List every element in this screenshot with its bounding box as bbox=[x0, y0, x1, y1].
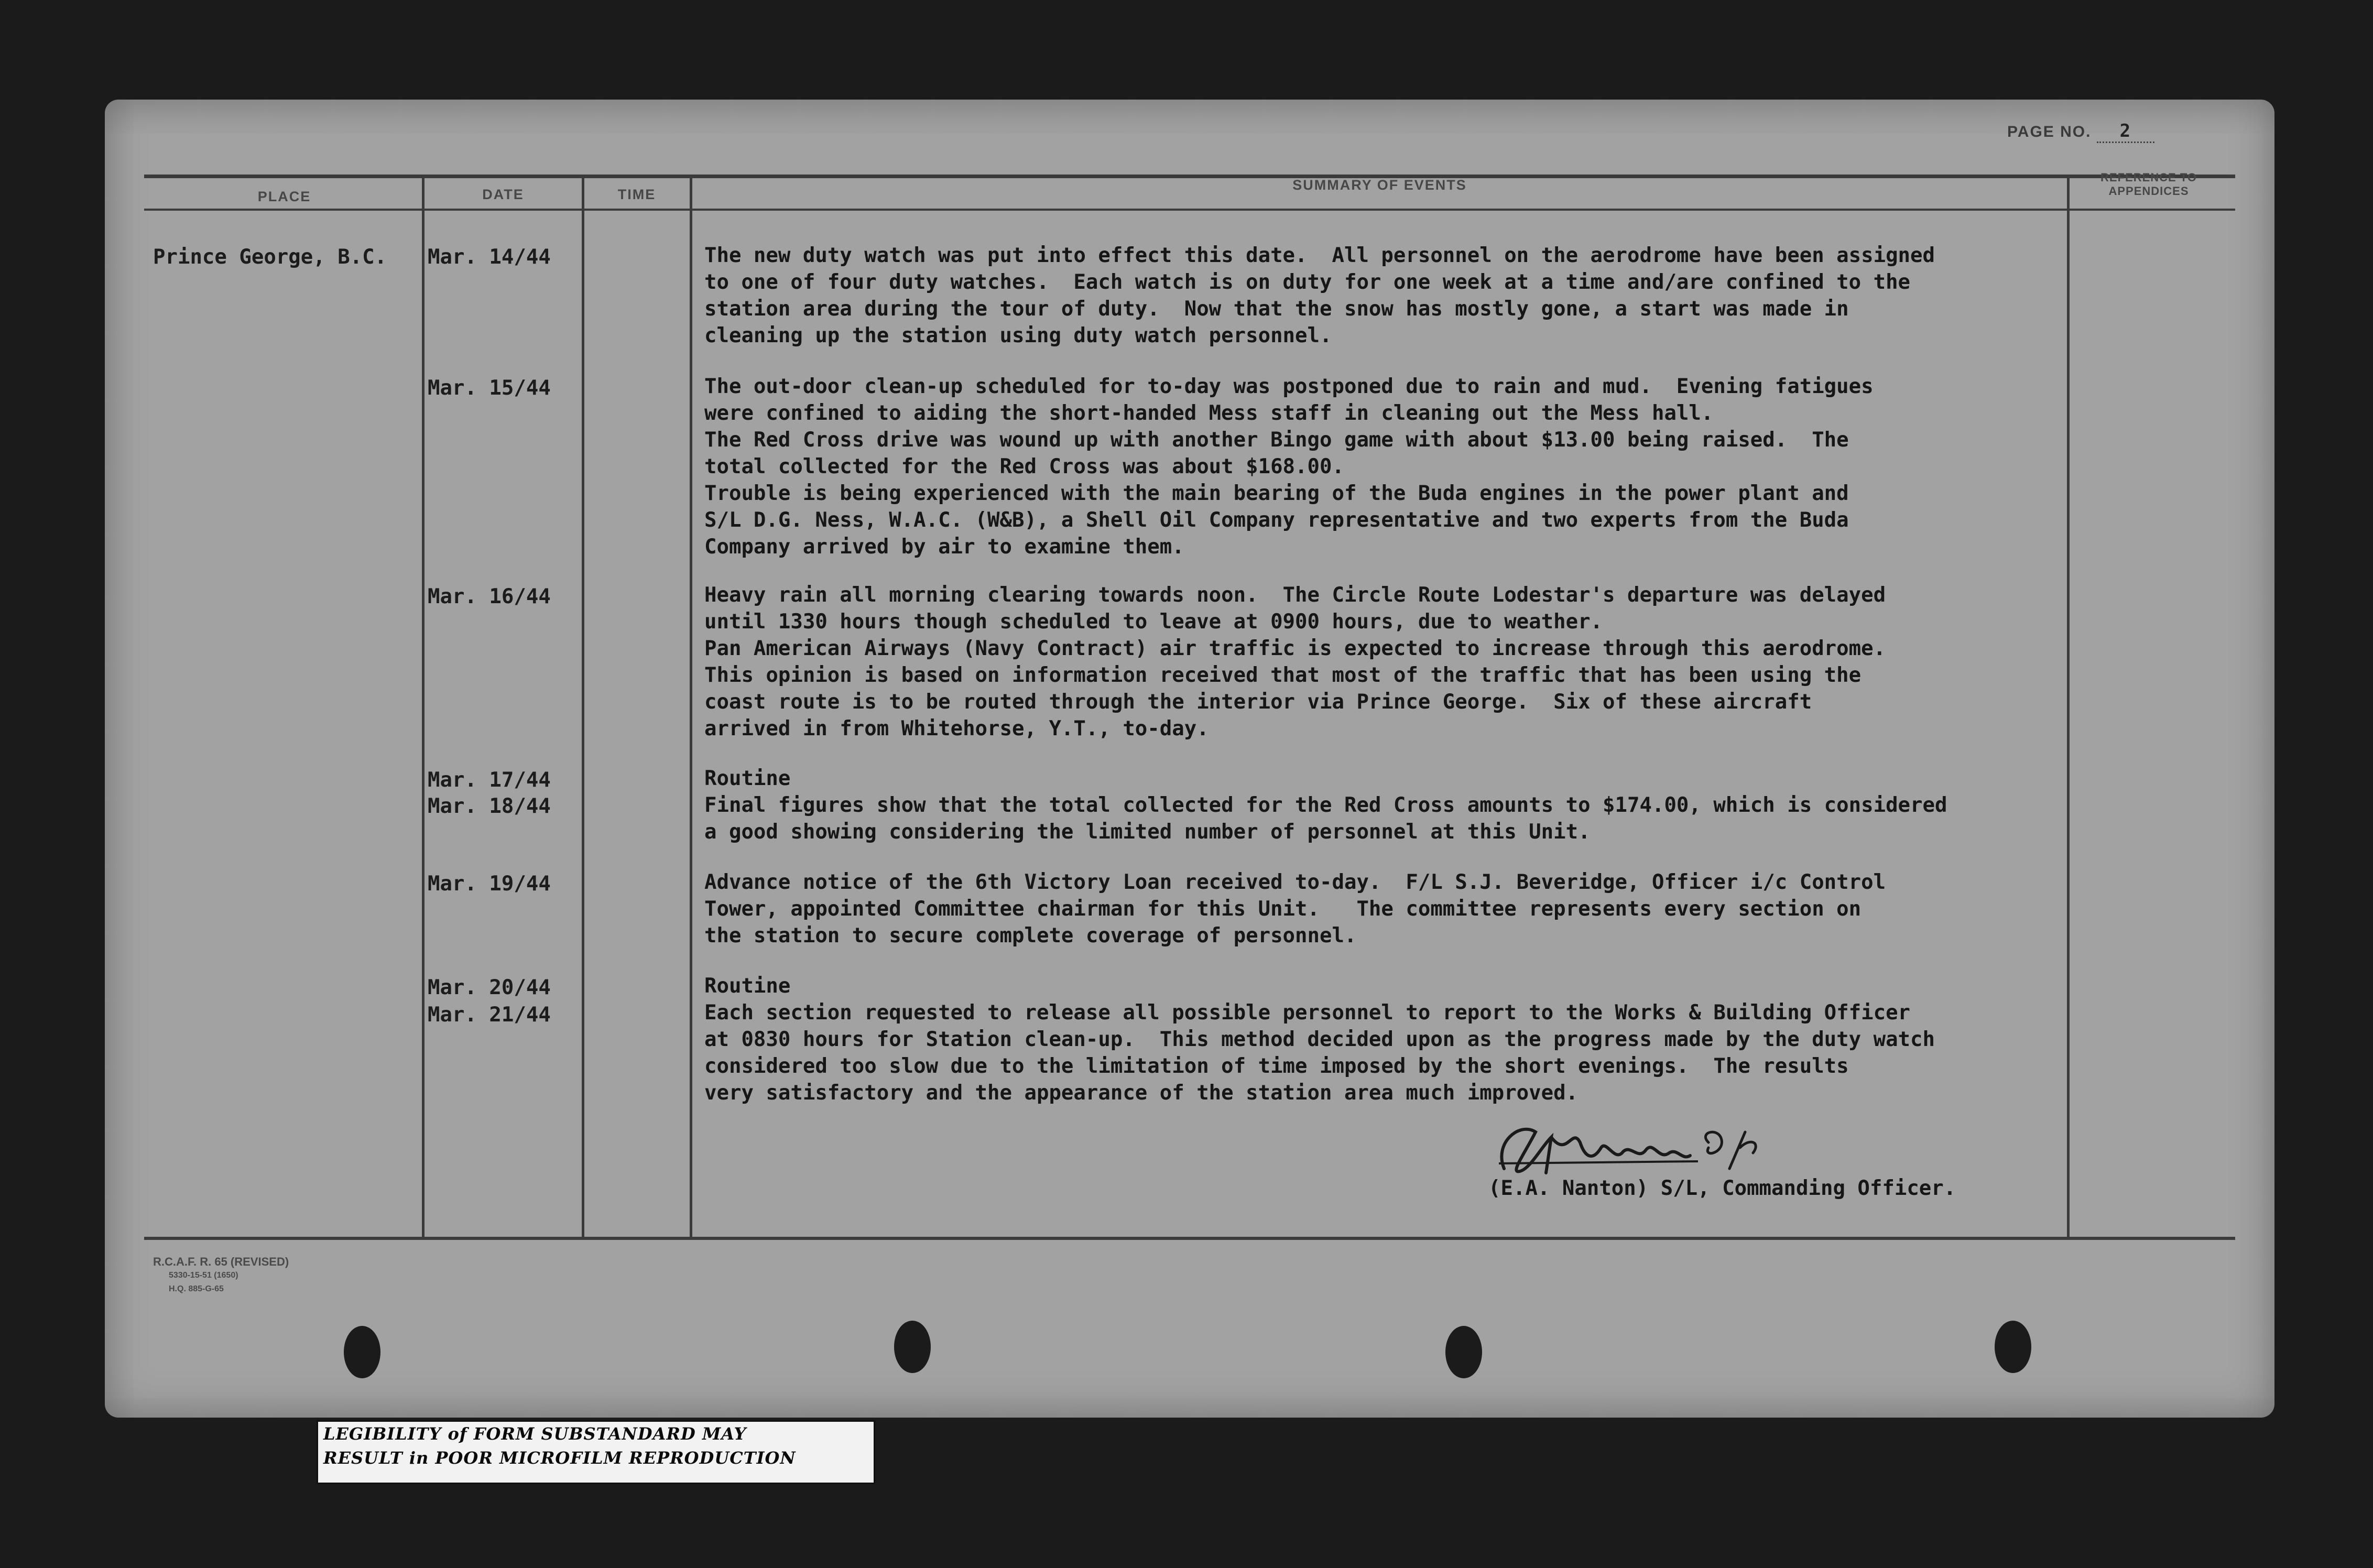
summary-line: were confined to aiding the short-handed Mess staff in cleaning out the Mess hall. bbox=[704, 401, 1714, 425]
binder-hole bbox=[1445, 1326, 1482, 1378]
column-divider-place-date bbox=[422, 175, 424, 1239]
binder-hole bbox=[1995, 1321, 2031, 1373]
summary-entry-mar-14 bbox=[704, 242, 2035, 349]
handwritten-signature bbox=[1488, 1111, 1782, 1184]
column-header-reference-line2: APPENDICES bbox=[2108, 184, 2189, 198]
summary-line: Routine bbox=[704, 974, 791, 998]
summary-entry-mar-16 bbox=[704, 582, 2035, 742]
signature-caption: (E.A. Nanton) S/L, Commanding Officer. bbox=[1488, 1177, 1956, 1200]
summary-line: Advance notice of the 6th Victory Loan received to-day. F/L S.J. Beveridge, Officer i/c Control bbox=[704, 870, 1886, 894]
page-number-value: 2 bbox=[2097, 121, 2154, 143]
summary-line: The out-door clean-up scheduled for to-day was postponed due to rain and mud. Evening fatigues bbox=[704, 375, 1874, 398]
date-cell: Mar. 19/44 bbox=[428, 872, 551, 896]
column-divider-date-time bbox=[582, 175, 584, 1239]
note-line: RESULT in POOR MICROFILM REPRODUCTION bbox=[323, 1448, 796, 1468]
column-header-place: PLACE bbox=[257, 189, 311, 204]
summary-line: Company arrived by air to examine them. bbox=[704, 535, 1184, 559]
date-cell: Mar. 16/44 bbox=[428, 585, 551, 608]
summary-line: Trouble is being experienced with the main bearing of the Buda engines in the power plant and bbox=[704, 482, 1849, 505]
summary-line: S/L D.G. Ness, W.A.C. (W&B), a Shell Oil Company representative and two experts from the Buda bbox=[704, 508, 1849, 532]
place-cell: Prince George, B.C. bbox=[153, 245, 387, 269]
date-cell: Mar. 18/44 bbox=[428, 794, 551, 818]
summary-line: Final figures show that the total collected for the Red Cross amounts to $174.00, which is considered bbox=[704, 793, 1947, 817]
microfilm-legibility-note bbox=[317, 1420, 875, 1484]
summary-line: to one of four duty watches. Each watch is on duty for one week at a time and/are confined to the bbox=[704, 270, 1911, 294]
date-cell: Mar. 21/44 bbox=[428, 1003, 551, 1027]
summary-line: The new duty watch was put into effect this date. All personnel on the aerodrome have been assigned bbox=[704, 244, 1935, 267]
summary-line: a good showing considering the limited number of personnel at this Unit. bbox=[704, 820, 1591, 844]
summary-line: The Red Cross drive was wound up with another Bingo game with about $13.00 being raised. The bbox=[704, 428, 1849, 452]
summary-line: considered too slow due to the limitation of time imposed by the short evenings. The results bbox=[704, 1054, 1849, 1078]
column-header-reference-line1: REFERENCE TO bbox=[2100, 171, 2197, 184]
summary-line: Pan American Airways (Navy Contract) air traffic is expected to increase through this aerodrome. bbox=[704, 637, 1886, 660]
summary-line: cleaning up the station using duty watch personnel. bbox=[704, 324, 1332, 347]
binder-hole bbox=[894, 1321, 931, 1373]
summary-entry-mar-15 bbox=[704, 373, 2035, 560]
summary-line: very satisfactory and the appearance of the station area much improved. bbox=[704, 1081, 1579, 1105]
page-number-field bbox=[2007, 121, 2154, 143]
summary-line: Routine bbox=[704, 767, 791, 790]
summary-line: arrived in from Whitehorse, Y.T., to-day. bbox=[704, 717, 1209, 741]
binder-hole bbox=[344, 1326, 380, 1378]
form-number-line: H.Q. 885-G-65 bbox=[169, 1284, 224, 1293]
column-header-summary: SUMMARY OF EVENTS bbox=[1292, 177, 1467, 193]
form-number-line: 5330-15-51 (1650) bbox=[169, 1271, 238, 1280]
page-number-label: PAGE NO. bbox=[2007, 123, 2092, 140]
form-number-block bbox=[153, 1255, 289, 1296]
header-bottom-rule bbox=[144, 209, 2235, 211]
summary-line: the station to secure complete coverage of personnel. bbox=[704, 924, 1357, 948]
summary-line: Each section requested to release all possible personnel to report to the Works & Building Officer bbox=[704, 1001, 1911, 1025]
date-cell: Mar. 14/44 bbox=[428, 245, 551, 269]
summary-line: at 0830 hours for Station clean-up. This method decided upon as the progress made by the duty watch bbox=[704, 1028, 1935, 1051]
summary-line: This opinion is based on information received that most of the traffic that has been using the bbox=[704, 663, 1862, 687]
note-line: LEGIBILITY of FORM SUBSTANDARD MAY bbox=[323, 1424, 747, 1444]
summary-line: total collected for the Red Cross was about $168.00. bbox=[704, 455, 1344, 478]
form-number-line: R.C.A.F. R. 65 (REVISED) bbox=[153, 1255, 289, 1268]
summary-line: station area during the tour of duty. Now that the snow has mostly gone, a start was made in bbox=[704, 297, 1849, 321]
column-header-reference bbox=[2070, 171, 2227, 198]
summary-line: coast route is to be routed through the interior via Prince George. Six of these aircraft bbox=[704, 690, 1812, 714]
column-divider-summary-reference bbox=[2067, 175, 2070, 1239]
column-divider-time-summary bbox=[690, 175, 692, 1239]
date-cell: Mar. 17/44 bbox=[428, 768, 551, 792]
summary-line: Heavy rain all morning clearing towards noon. The Circle Route Lodestar's departure was delayed bbox=[704, 583, 1886, 607]
summary-line: Tower, appointed Committee chairman for this Unit. The committee represents every section on bbox=[704, 897, 1862, 921]
column-header-date: DATE bbox=[482, 187, 524, 202]
column-header-time: TIME bbox=[617, 187, 656, 202]
table-bottom-rule bbox=[144, 1237, 2235, 1240]
summary-line: until 1330 hours though scheduled to leave at 0900 hours, due to weather. bbox=[704, 610, 1603, 634]
summary-entry-mar-17-18 bbox=[704, 765, 2035, 845]
summary-entry-mar-19 bbox=[704, 869, 2035, 949]
date-cell: Mar. 20/44 bbox=[428, 976, 551, 999]
date-cell: Mar. 15/44 bbox=[428, 376, 551, 400]
summary-entry-mar-20-21 bbox=[704, 973, 2035, 1106]
